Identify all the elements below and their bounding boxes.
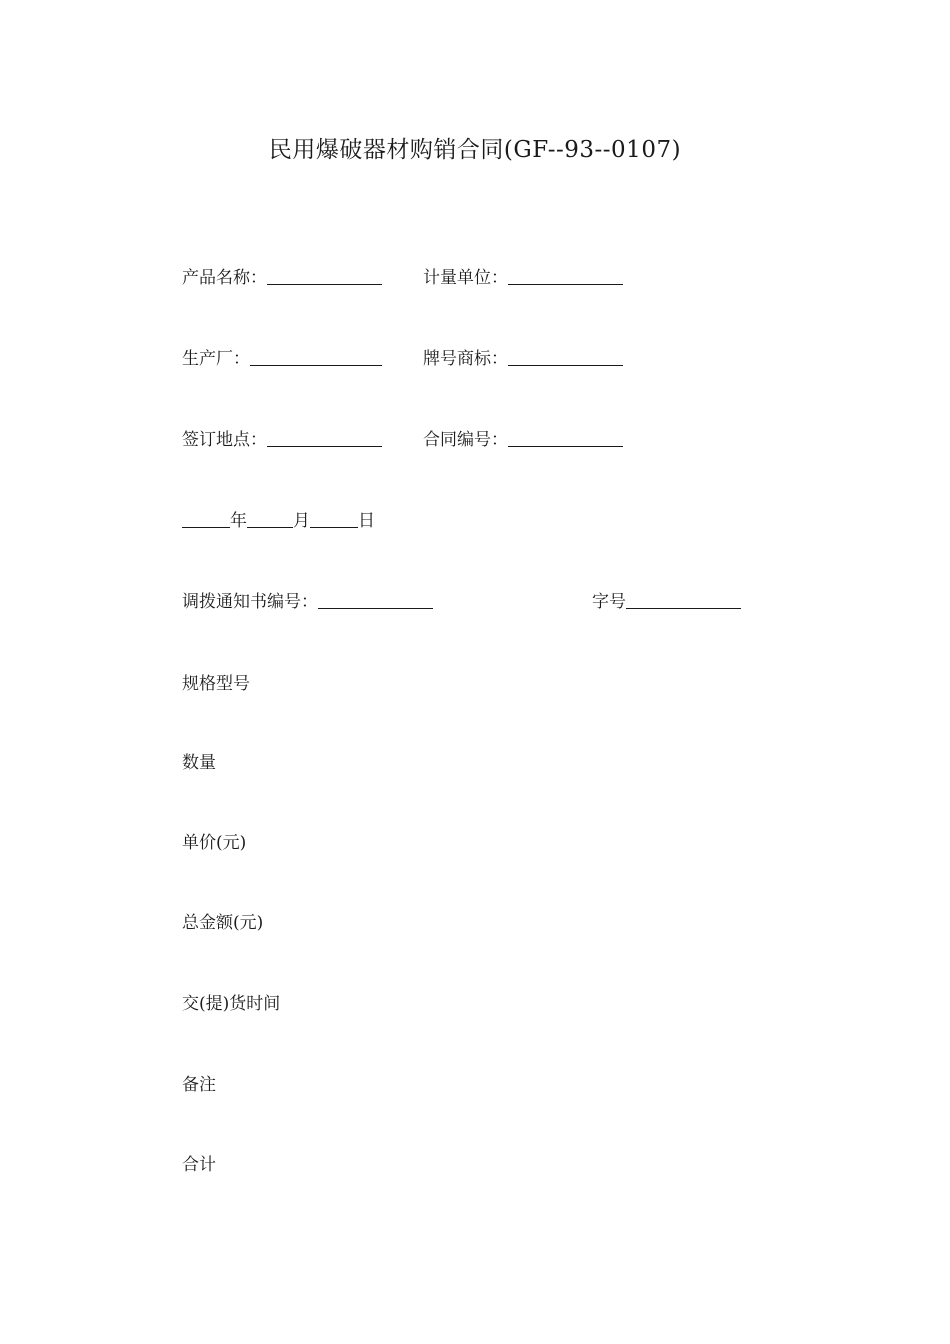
product-name-label: 产品名称：	[182, 268, 267, 288]
signing-place-blank[interactable]	[267, 429, 382, 447]
month-label: 月	[293, 511, 310, 531]
item-total: 合计	[182, 1155, 216, 1175]
char-no-row	[592, 590, 741, 614]
contract-no-row	[423, 428, 623, 452]
char-no-blank[interactable]	[626, 591, 741, 609]
year-blank[interactable]	[182, 510, 230, 528]
year-label: 年	[230, 511, 247, 531]
month-blank[interactable]	[247, 510, 293, 528]
unit-row	[423, 266, 623, 290]
signing-place-row	[182, 428, 382, 452]
brand-label: 牌号商标：	[423, 349, 508, 369]
page-title: 民用爆破器材购销合同(GF--93--0107)	[268, 137, 682, 163]
contract-no-blank[interactable]	[508, 429, 623, 447]
day-label: 日	[358, 511, 375, 531]
manufacturer-blank[interactable]	[250, 348, 382, 366]
item-remarks: 备注	[182, 1075, 216, 1095]
char-no-label: 字号	[592, 592, 626, 612]
allocation-notice-row	[182, 590, 433, 614]
manufacturer-row	[182, 347, 382, 371]
manufacturer-label: 生产厂：	[182, 349, 250, 369]
item-delivery-time: 交(提)货时间	[182, 994, 281, 1014]
allocation-notice-label: 调拨通知书编号：	[182, 592, 318, 612]
item-quantity: 数量	[182, 753, 216, 773]
product-name-row	[182, 266, 382, 290]
signing-place-label: 签订地点：	[182, 430, 267, 450]
day-blank[interactable]	[310, 510, 358, 528]
item-total-amount: 总金额(元)	[182, 913, 264, 933]
contract-no-label: 合同编号：	[423, 430, 508, 450]
brand-blank[interactable]	[508, 348, 623, 366]
unit-blank[interactable]	[508, 267, 623, 285]
date-row	[182, 509, 375, 533]
item-spec-model: 规格型号	[182, 674, 250, 694]
product-name-blank[interactable]	[267, 267, 382, 285]
brand-row	[423, 347, 623, 371]
item-unit-price: 单价(元)	[182, 833, 247, 853]
unit-label: 计量单位：	[423, 268, 508, 288]
allocation-notice-blank[interactable]	[318, 591, 433, 609]
